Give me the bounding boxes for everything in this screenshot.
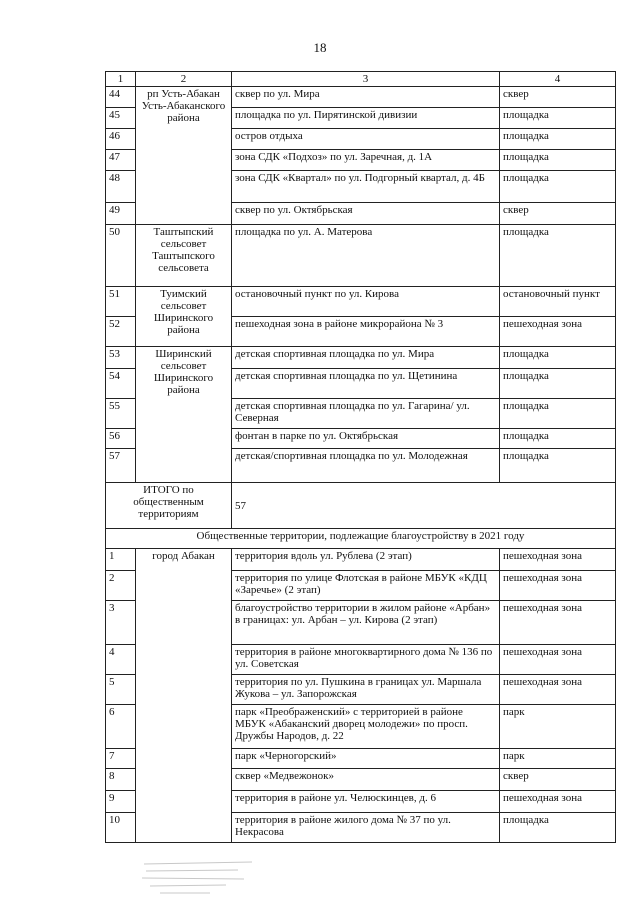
territory-type: площадка bbox=[500, 108, 616, 129]
territory-description: парк «Преображенский» с территорией в районе МБУК «Абаканский дворец молодежи» по просп. Дружбы Народов, д. 22 bbox=[232, 705, 500, 749]
territory-description: парк «Черногорский» bbox=[232, 749, 500, 769]
territory-type: сквер bbox=[500, 87, 616, 108]
territory-type: площадка bbox=[500, 129, 616, 150]
municipality-cell: Ширинский сельсовет Ширинского района bbox=[136, 347, 232, 483]
municipality-cell: Таштыпский сельсовет Таштыпского сельсовета bbox=[136, 225, 232, 287]
row-number: 4 bbox=[106, 645, 136, 675]
row-number: 10 bbox=[106, 813, 136, 843]
territory-type: площадка bbox=[500, 429, 616, 449]
header-col-1: 1 bbox=[106, 72, 136, 87]
territory-description: детская/спортивная площадка по ул. Молодежная bbox=[232, 449, 500, 483]
territory-description: пешеходная зона в районе микрорайона № 3 bbox=[232, 317, 500, 347]
territory-type: пешеходная зона bbox=[500, 317, 616, 347]
row-number: 7 bbox=[106, 749, 136, 769]
row-number: 47 bbox=[106, 150, 136, 171]
territory-description: благоустройство территории в жилом районе «Арбан» в границах: ул. Арбан – ул. Кирова (2 этап) bbox=[232, 601, 500, 645]
territory-type: пешеходная зона bbox=[500, 601, 616, 645]
row-number: 49 bbox=[106, 203, 136, 225]
territory-description: территория в районе ул. Челюскинцев, д. 6 bbox=[232, 791, 500, 813]
table-row bbox=[106, 287, 616, 317]
territory-type: пешеходная зона bbox=[500, 675, 616, 705]
territory-type: сквер bbox=[500, 769, 616, 791]
table-row bbox=[106, 87, 616, 108]
row-number: 46 bbox=[106, 129, 136, 150]
territory-description: фонтан в парке по ул. Октябрьская bbox=[232, 429, 500, 449]
header-col-2: 2 bbox=[136, 72, 232, 87]
territory-type: площадка bbox=[500, 449, 616, 483]
territory-description: сквер по ул. Октябрьская bbox=[232, 203, 500, 225]
total-label: ИТОГО по общественным территориям bbox=[106, 483, 232, 529]
row-number: 3 bbox=[106, 601, 136, 645]
row-number: 57 bbox=[106, 449, 136, 483]
territory-description: детская спортивная площадка по ул. Щетинина bbox=[232, 369, 500, 399]
territory-type: парк bbox=[500, 749, 616, 769]
header-row bbox=[106, 72, 616, 87]
territories-table bbox=[105, 71, 616, 843]
territory-description: территория по ул. Пушкина в границах ул. Маршала Жукова – ул. Запорожская bbox=[232, 675, 500, 705]
table-row bbox=[106, 225, 616, 287]
row-number: 44 bbox=[106, 87, 136, 108]
territory-description: территория в районе многоквартирного дома № 136 по ул. Советская bbox=[232, 645, 500, 675]
territory-description: площадка по ул. Пирятинской дивизии bbox=[232, 108, 500, 129]
territory-description: детская спортивная площадка по ул. Мира bbox=[232, 347, 500, 369]
row-number: 50 bbox=[106, 225, 136, 287]
territory-description: территория в районе жилого дома № 37 по ул. Некрасова bbox=[232, 813, 500, 843]
territory-type: пешеходная зона bbox=[500, 791, 616, 813]
row-number: 6 bbox=[106, 705, 136, 749]
row-number: 2 bbox=[106, 571, 136, 601]
territory-description: остров отдыха bbox=[232, 129, 500, 150]
row-number: 5 bbox=[106, 675, 136, 705]
row-number: 45 bbox=[106, 108, 136, 129]
row-number: 55 bbox=[106, 399, 136, 429]
row-number: 48 bbox=[106, 171, 136, 203]
total-row bbox=[106, 483, 616, 529]
territory-type: пешеходная зона bbox=[500, 645, 616, 675]
page-number: 18 bbox=[313, 40, 327, 55]
row-number: 54 bbox=[106, 369, 136, 399]
municipality-cell: рп Усть-Абакан Усть-Абаканского района bbox=[136, 87, 232, 225]
total-value: 57 bbox=[232, 483, 616, 529]
table-row bbox=[106, 347, 616, 369]
territory-description: сквер «Медвежонок» bbox=[232, 769, 500, 791]
faint-stamp-mark bbox=[140, 858, 260, 898]
territory-type: сквер bbox=[500, 203, 616, 225]
territory-description: территория по улице Флотская в районе МБУК «КДЦ «Заречье» (2 этап) bbox=[232, 571, 500, 601]
row-number: 9 bbox=[106, 791, 136, 813]
territory-type: площадка bbox=[500, 347, 616, 369]
territory-type: пешеходная зона bbox=[500, 571, 616, 601]
row-number: 56 bbox=[106, 429, 136, 449]
territory-type: пешеходная зона bbox=[500, 549, 616, 571]
municipality-cell: Туимский сельсовет Ширинского района bbox=[136, 287, 232, 347]
territory-type: парк bbox=[500, 705, 616, 749]
row-number: 8 bbox=[106, 769, 136, 791]
row-number: 52 bbox=[106, 317, 136, 347]
territory-description: сквер по ул. Мира bbox=[232, 87, 500, 108]
territory-type: остановочный пункт bbox=[500, 287, 616, 317]
territory-description: площадка по ул. А. Матерова bbox=[232, 225, 500, 287]
territory-description: зона СДК «Квартал» по ул. Подгорный квартал, д. 4Б bbox=[232, 171, 500, 203]
territory-description: остановочный пункт по ул. Кирова bbox=[232, 287, 500, 317]
territory-type: площадка bbox=[500, 225, 616, 287]
territory-type: площадка bbox=[500, 813, 616, 843]
municipality-cell: город Абакан bbox=[136, 549, 232, 843]
territory-type: площадка bbox=[500, 171, 616, 203]
territory-type: площадка bbox=[500, 150, 616, 171]
row-number: 53 bbox=[106, 347, 136, 369]
table-row bbox=[106, 549, 616, 571]
header-col-4: 4 bbox=[500, 72, 616, 87]
territory-description: зона СДК «Подхоз» по ул. Заречная, д. 1А bbox=[232, 150, 500, 171]
territory-description: территория вдоль ул. Рублева (2 этап) bbox=[232, 549, 500, 571]
territory-type: площадка bbox=[500, 369, 616, 399]
territory-type: площадка bbox=[500, 399, 616, 429]
row-number: 51 bbox=[106, 287, 136, 317]
section-title: Общественные территории, подлежащие благоустройству в 2021 году bbox=[106, 529, 616, 549]
section-row bbox=[106, 529, 616, 549]
header-col-3: 3 bbox=[232, 72, 500, 87]
row-number: 1 bbox=[106, 549, 136, 571]
territory-description: детская спортивная площадка по ул. Гагарина/ ул. Северная bbox=[232, 399, 500, 429]
